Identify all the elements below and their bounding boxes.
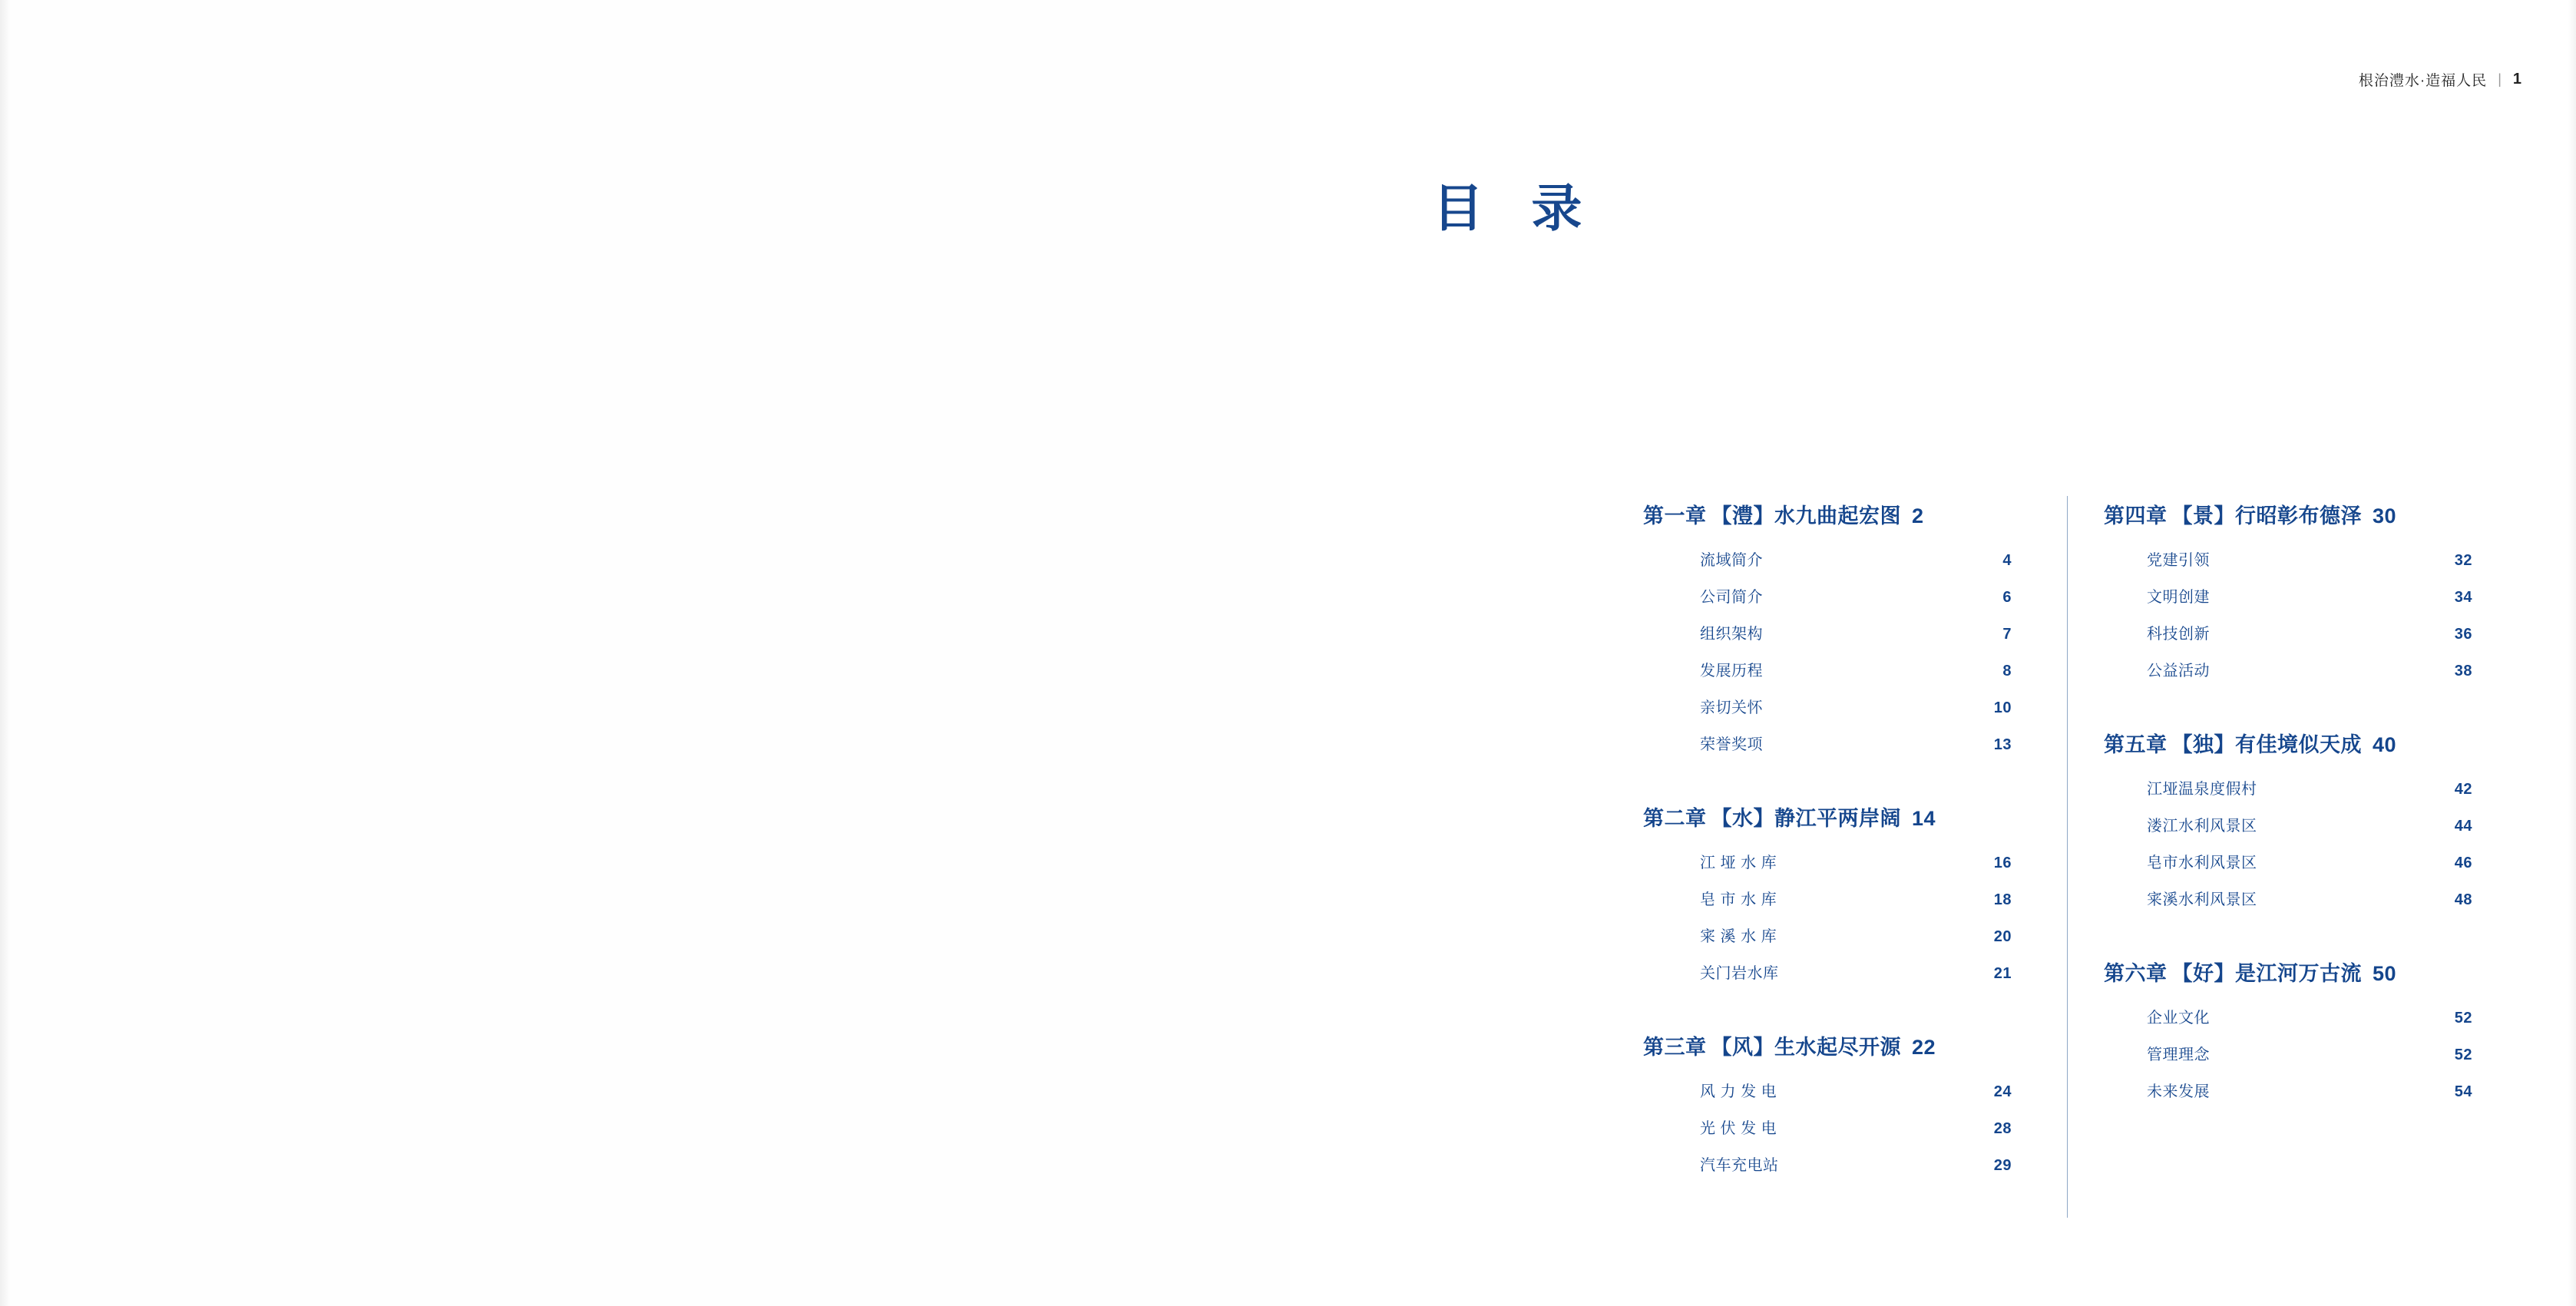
toc-entry-label: 科技创新: [2147, 626, 2210, 643]
toc-entry-label: 未来发展: [2147, 1083, 2210, 1100]
toc-entry-page: 29: [1993, 1157, 2012, 1174]
toc-entry-label: 公司简介: [1700, 589, 1763, 606]
toc-entry-page: 34: [2454, 589, 2472, 606]
gutter-shadow: [0, 0, 11, 1306]
chapter-number: 第一章: [1643, 504, 1707, 527]
chapter-title: 【景】行昭彰布德泽: [2171, 504, 2362, 527]
page-title: 目 录: [1433, 180, 1599, 236]
toc-entry[interactable]: [1643, 850, 2012, 872]
toc-columns: [1643, 499, 2495, 1189]
toc-entry[interactable]: [1643, 732, 2012, 754]
toc-entry-label: 荣誉奖项: [1700, 736, 1763, 753]
toc-entry[interactable]: [2104, 813, 2472, 835]
toc-entry[interactable]: [2104, 776, 2472, 798]
chapter-page: 30: [2373, 504, 2397, 527]
toc-entry[interactable]: [1643, 924, 2012, 946]
toc-entry[interactable]: [2104, 1042, 2472, 1064]
toc-entry[interactable]: [2104, 1079, 2472, 1101]
toc-entry[interactable]: [2104, 584, 2472, 607]
toc-entry-label: 皂市水利风景区: [2147, 855, 2257, 871]
chapter-title: 【水】静江平两岸阔: [1711, 807, 1901, 830]
toc-entry-label: 皂 市 水 库: [1700, 891, 1777, 908]
toc-entry-page: 10: [1993, 699, 2012, 716]
toc-entry-page: 24: [1993, 1083, 2012, 1100]
toc-entry[interactable]: [1643, 695, 2012, 717]
toc-entry[interactable]: [2104, 850, 2472, 872]
running-header-page-number: 1: [2512, 71, 2522, 88]
toc-entry-page: 32: [2454, 552, 2472, 569]
toc-entry[interactable]: [1643, 1079, 2012, 1101]
chapter-block: [1643, 499, 2012, 754]
toc-entry[interactable]: [2104, 547, 2472, 570]
chapter-page: 14: [1912, 807, 1936, 830]
toc-entry[interactable]: [1643, 1152, 2012, 1175]
toc-entry-label: 文明创建: [2147, 589, 2210, 606]
toc-entry-page: 7: [2002, 626, 2012, 643]
toc-column-right: [2058, 499, 2472, 1189]
toc-entry[interactable]: [1643, 658, 2012, 680]
toc-entry-label: 宷 溪 水 库: [1700, 928, 1777, 945]
chapter-block: [1643, 1030, 2012, 1175]
toc-entry-page: 38: [2454, 663, 2472, 679]
chapter-block: [2104, 957, 2472, 1101]
chapter-number: 第五章: [2104, 733, 2168, 756]
toc-entry-page: 42: [2454, 781, 2472, 798]
chapter-title: 【独】有佳境似天成: [2171, 733, 2362, 756]
toc-entry[interactable]: [1643, 1116, 2012, 1138]
toc-entry-label: 江 垭 水 库: [1700, 855, 1777, 871]
toc-entry-page: 16: [1993, 855, 2012, 871]
toc-entry[interactable]: [1643, 621, 2012, 643]
toc-entry[interactable]: [2104, 887, 2472, 909]
toc-entry-label: 企业文化: [2147, 1010, 2210, 1027]
toc-entry-label: 风 力 发 电: [1700, 1083, 1777, 1100]
toc-entry-label: 江垭温泉度假村: [2147, 781, 2257, 798]
toc-entry-label: 公益活动: [2147, 663, 2210, 679]
toc-entry-label: 管理理念: [2147, 1046, 2210, 1063]
toc-entry-page: 48: [2454, 891, 2472, 908]
chapter-page: 50: [2373, 962, 2397, 985]
toc-entry-label: 汽车充电站: [1700, 1157, 1779, 1174]
running-header-separator: |: [2498, 71, 2502, 87]
chapter-heading[interactable]: [1643, 499, 2012, 529]
toc-entry-page: 13: [1993, 736, 2012, 753]
chapter-title: 【风】生水起尽开源: [1711, 1036, 1901, 1059]
toc-entry-page: 54: [2454, 1083, 2472, 1100]
chapter-page: 40: [2373, 733, 2397, 756]
chapter-page: 22: [1912, 1036, 1936, 1059]
chapter-number: 第六章: [2104, 962, 2168, 985]
chapter-number: 第三章: [1643, 1036, 1707, 1059]
toc-entry-label: 关门岩水库: [1700, 965, 1779, 982]
toc-entry[interactable]: [1643, 584, 2012, 607]
toc-entry[interactable]: [2104, 1005, 2472, 1027]
chapter-heading[interactable]: [2104, 957, 2472, 987]
chapter-page: 2: [1912, 504, 1924, 527]
chapter-block: [2104, 728, 2472, 909]
toc-entry[interactable]: [1643, 887, 2012, 909]
toc-entry-page: 46: [2454, 855, 2472, 871]
toc-entry-label: 光 伏 发 电: [1700, 1120, 1777, 1137]
chapter-number: 第二章: [1643, 807, 1707, 830]
toc-entry-page: 8: [2002, 663, 2012, 679]
chapter-block: [1643, 802, 2012, 983]
toc-entry-page: 21: [1993, 965, 2012, 982]
toc-entry-label: 发展历程: [1700, 663, 1763, 679]
toc-entry[interactable]: [1643, 960, 2012, 983]
running-header: [2359, 69, 2522, 90]
toc-entry-label: 流域简介: [1700, 552, 1763, 569]
toc-entry-page: 52: [2454, 1010, 2472, 1027]
chapter-title: 【澧】水九曲起宏图: [1711, 504, 1901, 527]
chapter-block: [2104, 499, 2472, 680]
chapter-number: 第四章: [2104, 504, 2168, 527]
toc-entry-label: 宷溪水利风景区: [2147, 891, 2257, 908]
toc-entry[interactable]: [2104, 658, 2472, 680]
toc-entry-label: 党建引领: [2147, 552, 2210, 569]
toc-entry-page: 44: [2454, 818, 2472, 835]
toc-entry-label: 组织架构: [1700, 626, 1763, 643]
chapter-heading[interactable]: [2104, 728, 2472, 758]
chapter-title: 【好】是江河万古流: [2171, 962, 2362, 985]
toc-entry[interactable]: [2104, 621, 2472, 643]
toc-entry-page: 28: [1993, 1120, 2012, 1137]
toc-entry-page: 6: [2002, 589, 2012, 606]
toc-entry-page: 18: [1993, 891, 2012, 908]
running-header-text: 根治澧水·造福人民: [2358, 73, 2488, 89]
toc-entry-page: 52: [2454, 1046, 2472, 1063]
toc-entry-label: 亲切关怀: [1700, 699, 1763, 716]
chapter-heading[interactable]: [2104, 499, 2472, 529]
chapter-heading[interactable]: [1643, 1030, 2012, 1060]
toc-entry-page: 36: [2454, 626, 2472, 643]
toc-column-left: [1643, 499, 2058, 1189]
toc-entry-label: 溇江水利风景区: [2147, 818, 2257, 835]
chapter-heading[interactable]: [1643, 802, 2012, 832]
toc-entry-page: 4: [2002, 552, 2012, 569]
toc-entry-page: 20: [1993, 928, 2012, 945]
toc-entry[interactable]: [1643, 547, 2012, 570]
page-edge-shadow: [2568, 0, 2576, 1306]
